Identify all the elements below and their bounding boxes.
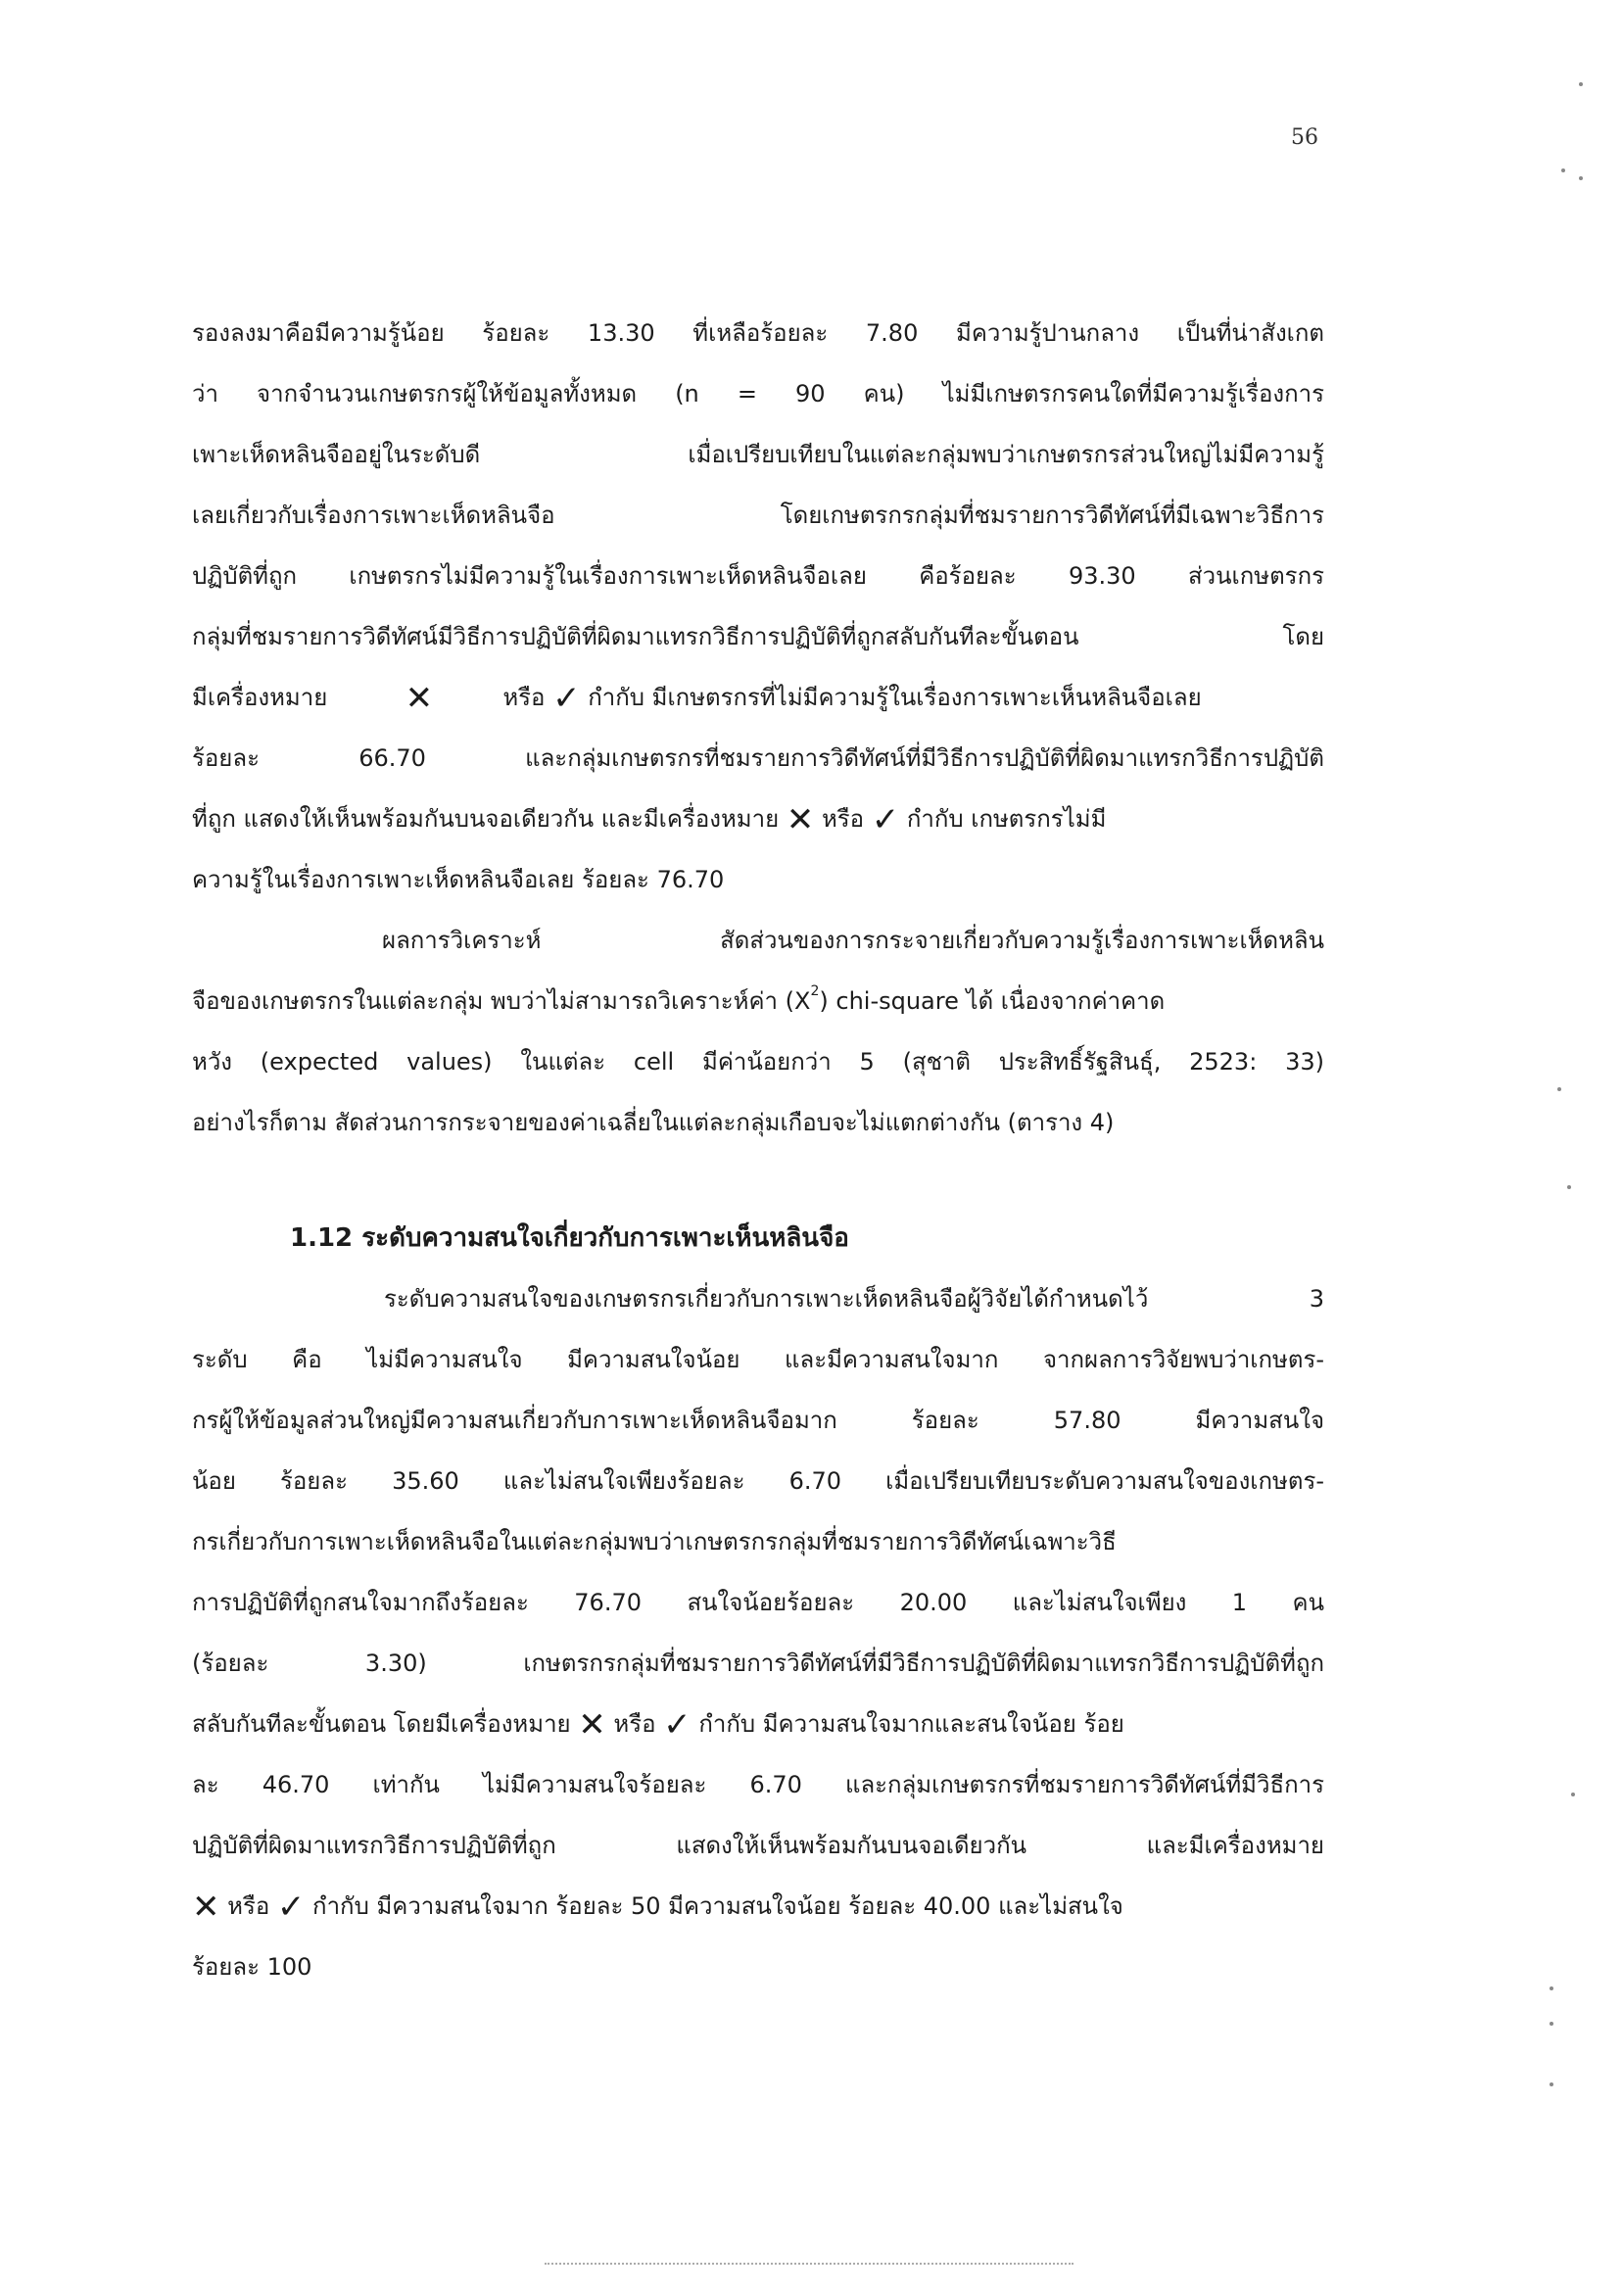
- scan-speck: [1550, 2082, 1553, 2086]
- body-line: กลุ่มที่ชมรายการวิดีทัศน์มีวิธีการปฏิบัติที่ผิดมาแทรกวิธีการปฏิบัติที่ถูกสลับกันทีละขั้นตอน โดย: [192, 623, 1324, 650]
- body-line: การปฏิบัติที่ถูกสนใจมากถึงร้อยละ 76.70 สนใจน้อยร้อยละ 20.00 และไม่สนใจเพียง 1 คน: [192, 1589, 1324, 1616]
- body-line: ละ 46.70 เท่ากัน ไม่มีความสนใจร้อยละ 6.70 และกลุ่มเกษตรกรที่ชมรายการวิดีทัศน์ที่มีวิธีการ: [192, 1771, 1324, 1798]
- check-mark-icon: ✓: [552, 679, 581, 718]
- text-segment: ) chi-square ได้ เนื่องจากค่าคาด: [819, 987, 1166, 1015]
- body-line: กรผู้ให้ข้อมูลส่วนใหญ่มีความสนเกี่ยวกับการเพาะเห็ดหลินจือมาก ร้อยละ 57.80 มีความสนใจ: [192, 1407, 1324, 1434]
- body-line: ระดับความสนใจของเกษตรกรเกี่ยวกับการเพาะเห็ดหลินจือผู้วิจัยได้กำหนดไว้ 3: [384, 1285, 1324, 1313]
- page-number: 56: [1291, 125, 1318, 150]
- body-line: ความรู้ในเรื่องการเพาะเห็ดหลินจือเลย ร้อยละ 76.70: [192, 866, 725, 893]
- text-segment: หรือ: [821, 805, 865, 833]
- cross-mark-icon: ✕: [192, 1888, 220, 1927]
- scan-speck: [1567, 1185, 1571, 1189]
- cross-mark-icon: ✕: [405, 679, 434, 718]
- text-segment: ที่ถูก แสดงให้เห็นพร้อมกันบนจอเดียวกัน และมีเครื่องหมาย: [192, 805, 780, 833]
- scan-speck: [1550, 1986, 1553, 1990]
- text-segment: กำกับ มีความสนใจมาก ร้อยละ 50 มีความสนใจน้อย ร้อยละ 40.00 และไม่สนใจ: [312, 1892, 1123, 1920]
- body-line: ร้อยละ 100: [192, 1953, 312, 1981]
- body-line: ระดับ คือ ไม่มีความสนใจ มีความสนใจน้อย และมีความสนใจมาก จากผลการวิจัยพบว่าเกษตร-: [192, 1346, 1324, 1373]
- body-line: ว่า จากจำนวนเกษตรกรผู้ให้ข้อมูลทั้งหมด (n = 90 คน) ไม่มีเกษตรกรคนใดที่มีความรู้เรื่องการ: [192, 380, 1324, 407]
- body-line: เลยเกี่ยวกับเรื่องการเพาะเห็ดหลินจือ โดยเกษตรกรกลุ่มที่ชมรายการวิดีทัศน์ที่มีเฉพาะวิธีการ: [192, 502, 1324, 529]
- text-segment: กำกับ มีเกษตรกรที่ไม่มีความรู้ในเรื่องการเพาะเห็นหลินจือเลย: [588, 684, 1202, 711]
- cross-mark-icon: ✕: [786, 800, 815, 839]
- body-line: อย่างไรก็ตาม สัดส่วนการกระจายของค่าเฉลี่ยในแต่ละกลุ่มเกือบจะไม่แตกต่างกัน (ตาราง 4): [192, 1109, 1115, 1136]
- body-line: หวัง (expected values) ในแต่ละ cell มีค่าน้อยกว่า 5 (สุชาติ ประสิทธิ์รัฐสินธุ์, 2523: 33): [192, 1048, 1324, 1076]
- superscript: 2: [810, 983, 820, 999]
- body-line-with-marks: [192, 1879, 1324, 1934]
- check-mark-icon: ✓: [871, 800, 900, 839]
- body-line: ผลการวิเคราะห์ สัดส่วนของการกระจายเกี่ยวกับความรู้เรื่องการเพาะเห็ดหลิน: [382, 927, 1324, 954]
- body-line: เพาะเห็ดหลินจืออยู่ในระดับดี เมื่อเปรียบเทียบในแต่ละกลุ่มพบว่าเกษตรกรส่วนใหญ่ไม่มีความรู้: [192, 441, 1324, 468]
- body-line: ปฏิบัติที่ถูก เกษตรกรไม่มีความรู้ในเรื่องการเพาะเห็ดหลินจือเลย คือร้อยละ 93.30 ส่วนเกษตรกร: [192, 562, 1324, 590]
- body-line-with-marks: [192, 791, 1324, 846]
- scan-speck: [1550, 2022, 1553, 2026]
- body-line-with-marks: [192, 1697, 1324, 1751]
- body-line: ปฏิบัติที่ผิดมาแทรกวิธีการปฏิบัติที่ถูก แสดงให้เห็นพร้อมกันบนจอเดียวกัน และมีเครื่องหมาย: [192, 1832, 1324, 1859]
- body-line: (ร้อยละ 3.30) เกษตรกรกลุ่มที่ชมรายการวิดีทัศน์ที่มีวิธีการปฏิบัติที่ผิดมาแทรกวิธีการปฏิบัติที่ถูก: [192, 1650, 1324, 1677]
- scan-speck: [1557, 1087, 1561, 1091]
- scan-speck: [1561, 168, 1565, 172]
- scan-speck: [1579, 176, 1583, 180]
- body-line: รองลงมาคือมีความรู้น้อย ร้อยละ 13.30 ที่เหลือร้อยละ 7.80 มีความรู้ปานกลาง เป็นที่น่าสังเกต: [192, 319, 1324, 347]
- body-line: น้อย ร้อยละ 35.60 และไม่สนใจเพียงร้อยละ 6.70 เมื่อเปรียบเทียบระดับความสนใจของเกษตร-: [192, 1467, 1324, 1495]
- text-segment: จือของเกษตรกรในแต่ละกลุ่ม พบว่าไม่สามารถวิเคราะห์ค่า (X: [192, 987, 811, 1015]
- body-line: กรเกี่ยวกับการเพาะเห็ดหลินจือในแต่ละกลุ่มพบว่าเกษตรกรกลุ่มที่ชมรายการวิดีทัศน์เฉพาะวิธี: [192, 1528, 1117, 1555]
- body-line: ร้อยละ 66.70 และกลุ่มเกษตรกรที่ชมรายการวิดีทัศน์ที่มีวิธีการปฏิบัติที่ผิดมาแทรกวิธีการปฏิบัติ: [192, 744, 1324, 772]
- text-segment: กำกับ มีความสนใจมากและสนใจน้อย ร้อย: [698, 1710, 1124, 1738]
- check-mark-icon: ✓: [663, 1705, 692, 1745]
- text-segment: หรือ: [502, 684, 546, 711]
- scan-speck: [1579, 82, 1583, 86]
- cross-mark-icon: ✕: [578, 1705, 606, 1745]
- section-heading: 1.12 ระดับความสนใจเกี่ยวกับการเพาะเห็นหลินจือ: [290, 1223, 849, 1253]
- text-segment: หรือ: [227, 1892, 270, 1920]
- body-line-with-superscript: [192, 974, 1324, 1028]
- scan-speck: [1571, 1793, 1575, 1796]
- text-segment: สลับกันทีละขั้นตอน โดยมีเครื่องหมาย: [192, 1710, 571, 1738]
- scan-artifact-line: [545, 2263, 1073, 2265]
- check-mark-icon: ✓: [276, 1888, 306, 1927]
- text-segment: หรือ: [613, 1710, 656, 1738]
- body-line-with-marks: [192, 670, 1324, 725]
- text-segment: มีเครื่องหมาย: [192, 684, 328, 711]
- text-segment: กำกับ เกษตรกรไม่มี: [906, 805, 1107, 833]
